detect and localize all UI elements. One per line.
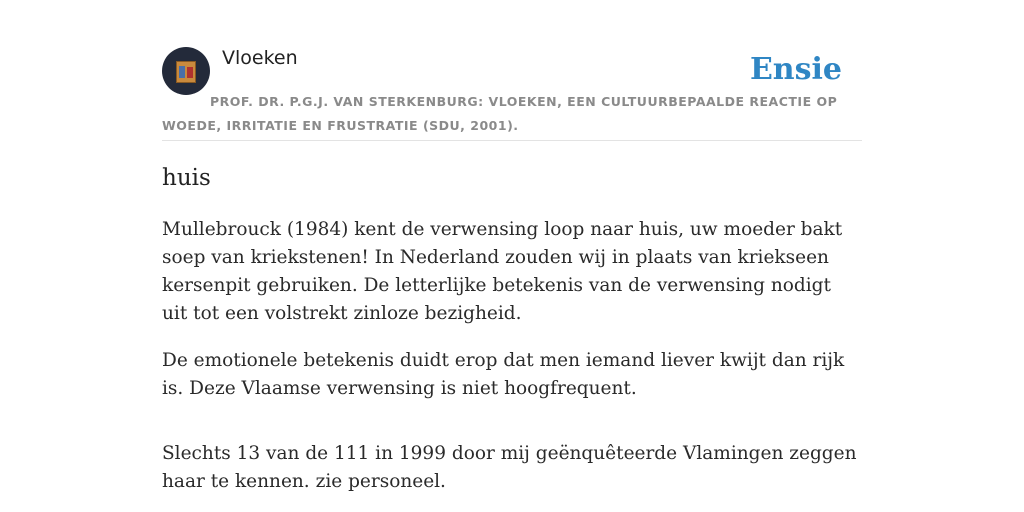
avatar[interactable] bbox=[162, 47, 210, 95]
paragraph: De emotionele betekenis duidt erop dat men iemand liever kwijt dan rijk is. Deze Vlaamse verwensing is niet hoogfrequent. bbox=[162, 350, 845, 399]
entry-body bbox=[162, 216, 862, 512]
paragraph: Slechts 13 van de 111 in 1999 door mij geënquêteerde Vlamingen zeggen haar te kennen. zie personeel. bbox=[162, 443, 857, 492]
source-citation: PROF. DR. P.G.J. VAN STERKENBURG: VLOEKEN, EEN CULTUURBEPAALDE REACTIE OP WOEDE, IRRITATIE EN FRUSTRATIE (SDU, 2001). bbox=[162, 94, 838, 133]
entry-title: huis bbox=[162, 165, 211, 191]
paragraph: Mullebrouck (1984) kent de verwensing loop naar huis, uw moeder bakt soep van kriekstenen! In Nederland zouden wij in plaats van kriekseen kersenpit gebruiken. De letterlijke betekenis van de verwensing nodigt uit tot een volstrekt zinloze bezigheid. bbox=[162, 219, 843, 324]
book-cover-icon bbox=[176, 61, 196, 83]
entry-header bbox=[162, 46, 862, 141]
source-title[interactable]: Vloeken bbox=[222, 47, 298, 69]
brand-logo[interactable]: Ensie bbox=[749, 52, 842, 87]
